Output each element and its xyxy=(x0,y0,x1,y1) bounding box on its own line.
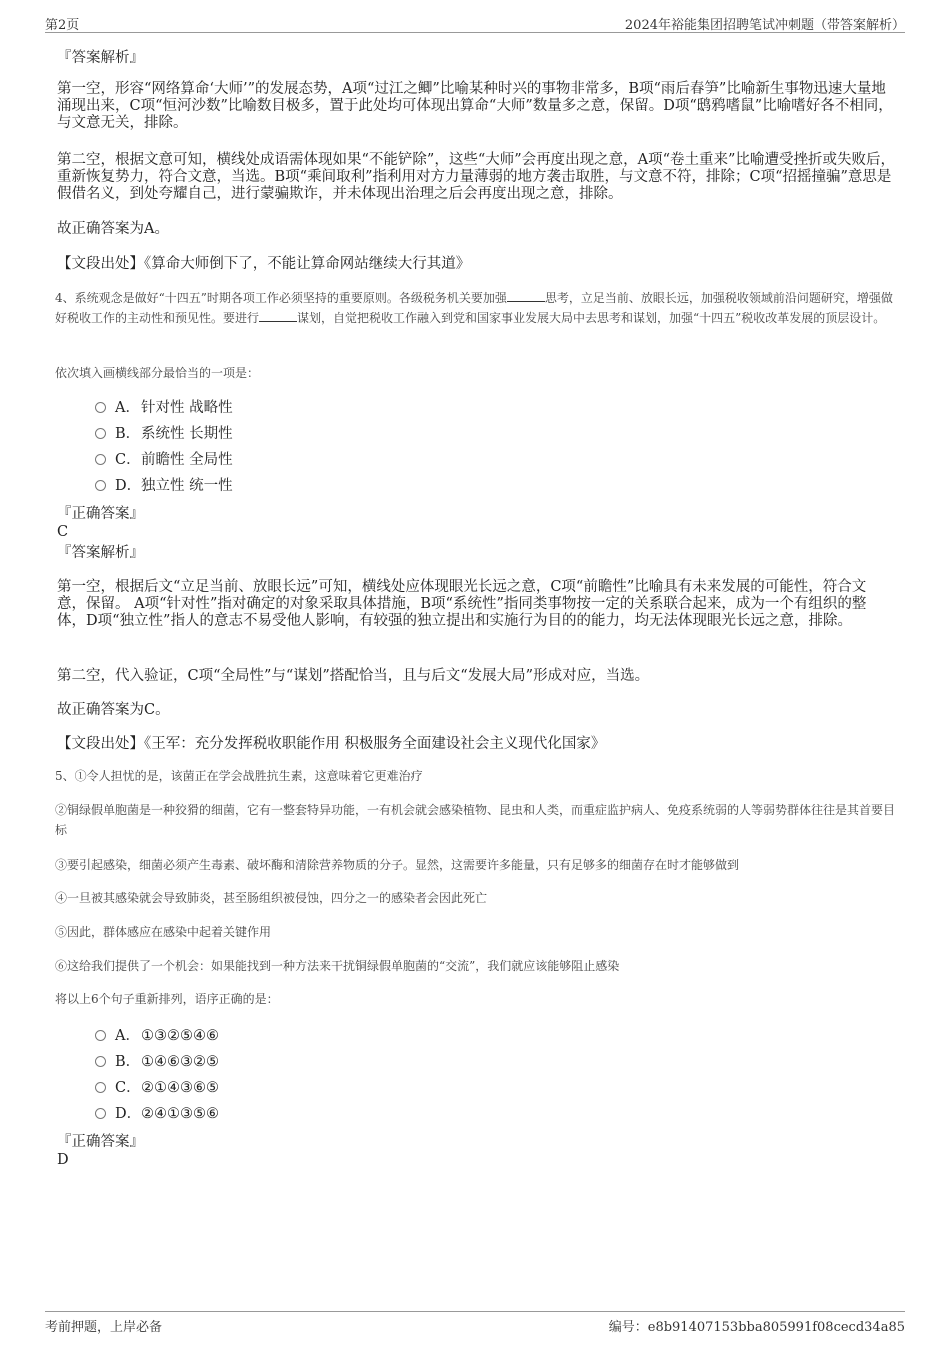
q4-answer: C xyxy=(57,524,69,540)
q4-option-b[interactable] xyxy=(95,424,233,444)
option-text: 系统性 长期性 xyxy=(141,426,233,442)
radio-icon[interactable] xyxy=(95,1030,106,1041)
q5-option-a[interactable] xyxy=(95,1026,219,1046)
option-label: B． xyxy=(115,1054,141,1070)
option-text: 独立性 统一性 xyxy=(141,478,233,494)
q3-analysis-paragraph-1: 第一空，形容“网络算命‘大师’”的发展态势，A项“过江之鲫”比喻某种时兴的事物非常多，B项“雨后春笋”比喻新生事物迅速大量地涌现出来，C项“恒河沙数”比喻数目极多，置于此处均可体现出算命“大师”数量多之意，保留。D项“鸱鸦嗜鼠”比喻嗜好各不相同，与文意无关，排除。 xyxy=(57,81,893,131)
q5-sentence-2: ②铜绿假单胞菌是一种狡猾的细菌，它有一整套特异功能，一有机会就会感染植物、昆虫和人类，而重症监护病人、免疫系统弱的人等弱势群体往往是其首要目标 xyxy=(55,803,896,837)
option-label: A． xyxy=(115,400,140,416)
radio-icon[interactable] xyxy=(95,1108,106,1119)
q5-answer-label: 『正确答案』 xyxy=(57,1134,144,1150)
document-title: 2024年裕能集团招聘笔试冲刺题（带答案解析） xyxy=(624,18,905,33)
q4-analysis-paragraph-2: 第二空，代入验证，C项“全局性”与“谋划”搭配恰当，且与后文“发展大局”形成对应，当选。 xyxy=(57,668,650,684)
q5-option-b[interactable] xyxy=(95,1052,219,1072)
q4-analysis-paragraph-1: 第一空，根据后文“立足当前、放眼长远”可知，横线处应体现眼光长远之意，C项“前瞻性”比喻具有未来发展的可能性，符合文意，保留。 A项“针对性”指对确定的对象采取具体措施，B项“系统性”指同类事物按一定的关系联合起来，成为一个有组织的整体，D项“独立性”指人的意志不易受他人影响，有较强的独立提出和实施行为目的的能力，均无法体现眼光长远之意，排除。 xyxy=(57,579,867,629)
q4-option-d[interactable] xyxy=(95,476,233,496)
option-label: D． xyxy=(115,478,142,494)
option-text: ②④①③⑤⑥ xyxy=(141,1106,219,1122)
footer-code-label: 编号： xyxy=(608,1320,648,1335)
q4-stem xyxy=(55,288,895,328)
q4-option-c[interactable] xyxy=(95,450,233,470)
q4-blank-2 xyxy=(259,310,297,322)
option-label: C． xyxy=(115,1080,141,1096)
footer-code-value: e8b91407153bba805991f08cecd34a85 xyxy=(647,1320,905,1335)
q5-answer: D xyxy=(57,1152,69,1168)
footer-slogan: 考前押题，上岸必备 xyxy=(45,1320,163,1335)
q5-sentence-4: ④一旦被其感染就会导致肺炎，甚至肠组织被侵蚀，四分之一的感染者会因此死亡 xyxy=(55,891,488,905)
q3-analysis-paragraph-2: 第二空，根据文意可知，横线处成语需体现如果“不能铲除”，这些“大师”会再度出现之意，A项“卷土重来”比喻遭受挫折或失败后，重新恢复势力，符合文意，当选。B项“乘间取利”指利用对方力量薄弱的地方袭击取胜，与文意不符，排除；C项“招摇撞骗”意思是假借名义，到处夸耀自己，进行蒙骗欺诈，并未体现出治理之后会再度出现之意，排除。 xyxy=(57,152,895,202)
page-footer xyxy=(45,1311,905,1335)
q4-blank-1 xyxy=(507,290,545,302)
q3-conclusion: 故正确答案为A。 xyxy=(57,221,169,237)
radio-icon[interactable] xyxy=(95,1056,106,1067)
q5-instruction: 将以上6个句子重新排列，语序正确的是： xyxy=(55,992,279,1006)
q4-stem-part-3: 谋划，自觉把税收工作融入到党和国家事业发展大局中去思考和谋划，加强“十四五”税收改革发展的顶层设计。 xyxy=(297,311,886,325)
option-label: A． xyxy=(115,1028,140,1044)
option-label: D． xyxy=(115,1106,142,1122)
radio-icon[interactable] xyxy=(95,454,106,465)
option-text: 针对性 战略性 xyxy=(141,400,233,416)
q3-source: 【文段出处】《算命大师倒下了，不能让算命网站继续大行其道》 xyxy=(57,256,471,272)
option-text: ①④⑥③②⑤ xyxy=(141,1054,219,1070)
q5-sentence-3: ③要引起感染，细菌必须产生毒素、破坏酶和清除营养物质的分子。显然，这需要许多能量，只有足够多的细菌存在时才能够做到 xyxy=(55,858,740,872)
radio-icon[interactable] xyxy=(95,1082,106,1093)
radio-icon[interactable] xyxy=(95,402,106,413)
page-header xyxy=(45,12,905,33)
q4-stem-part-2: 思考，立足当前、放眼长远，加强税收领域前沿问题研究，增强做好税收工作的主动性和预见性。要进行 xyxy=(55,291,893,325)
option-label: B． xyxy=(115,426,141,442)
option-text: 前瞻性 全局性 xyxy=(141,452,233,468)
q5-option-d[interactable] xyxy=(95,1104,219,1124)
q5-sentence-1: 5、①令人担忧的是，该菌正在学会战胜抗生素，这意味着它更难治疗 xyxy=(55,769,423,783)
q5-sentence-5: ⑤因此，群体感应在感染中起着关键作用 xyxy=(55,925,272,939)
option-text: ②①④③⑥⑤ xyxy=(141,1080,219,1096)
q4-option-a[interactable] xyxy=(95,398,233,418)
q3-analysis-label: 『答案解析』 xyxy=(57,50,144,66)
q4-answer-label: 『正确答案』 xyxy=(57,506,144,522)
option-label: C． xyxy=(115,452,141,468)
q5-sentence-6: ⑥这给我们提供了一个机会：如果能找到一种方法来干扰铜绿假单胞菌的“交流”，我们就应该能够阻止感染 xyxy=(55,959,620,973)
footer-code xyxy=(609,1316,905,1335)
q4-instruction: 依次填入画横线部分最恰当的一项是： xyxy=(55,366,260,380)
page-number: 第2页 xyxy=(45,18,80,33)
q5-option-c[interactable] xyxy=(95,1078,219,1098)
q4-analysis-label: 『答案解析』 xyxy=(57,545,144,561)
q4-source: 【文段出处】《王军：充分发挥税收职能作用 积极服务全面建设社会主义现代化国家》 xyxy=(57,736,606,752)
q4-conclusion: 故正确答案为C。 xyxy=(57,702,170,718)
q4-stem-part-1: 4、系统观念是做好“十四五”时期各项工作必须坚持的重要原则。各级税务机关要加强 xyxy=(55,291,507,305)
radio-icon[interactable] xyxy=(95,480,106,491)
option-text: ①③②⑤④⑥ xyxy=(141,1028,219,1044)
radio-icon[interactable] xyxy=(95,428,106,439)
